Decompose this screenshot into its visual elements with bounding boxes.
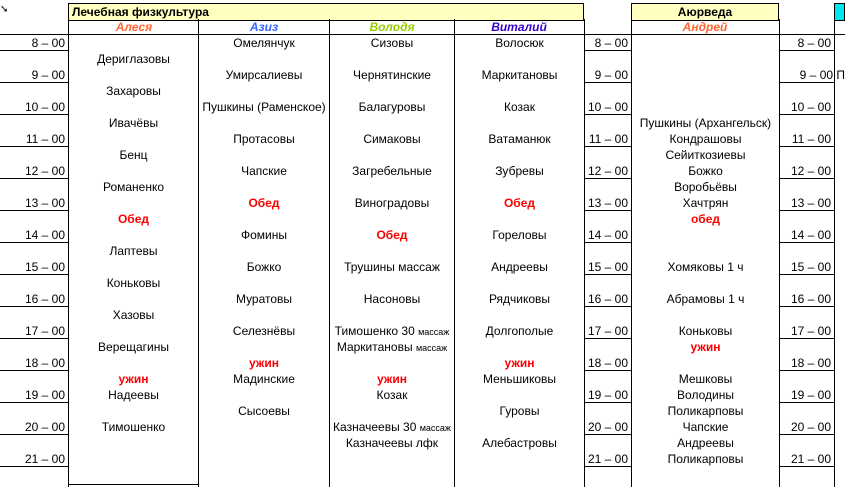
appointment-cell[interactable]: Сысоевы — [238, 404, 290, 418]
time-label: 21 – 00 — [24, 452, 65, 466]
time-label: 15 – 00 — [587, 260, 628, 274]
column-divider — [329, 19, 330, 487]
appointment-cell[interactable]: Омелянчук — [233, 36, 295, 50]
time-label: 10 – 00 — [24, 100, 65, 114]
header-cyan-cell[interactable] — [834, 3, 845, 21]
massage-note: массаж — [415, 343, 448, 353]
appointment-cell[interactable]: Андреевы — [677, 436, 734, 450]
time-label: 12 – 00 — [790, 164, 831, 178]
appointment-cell[interactable]: ужин — [504, 356, 535, 370]
appointment-cell[interactable]: Меньшиковы — [482, 372, 557, 386]
time-label: 21 – 00 — [790, 452, 831, 466]
appointment-cell[interactable]: Пушкины (Архангельск) — [639, 116, 772, 130]
time-label: 11 – 00 — [791, 132, 831, 146]
appointment-cell[interactable]: Верещагины — [98, 340, 169, 354]
appointment-cell[interactable]: Волосюк — [495, 36, 544, 50]
appointment-cell[interactable]: Надеевы — [108, 388, 159, 402]
appointment-cell[interactable]: Мешковы — [678, 372, 733, 386]
appointment-cell[interactable]: ужин — [690, 340, 721, 354]
appointment-cell[interactable]: Балагуровы — [358, 100, 426, 114]
appointment-cell[interactable] — [330, 339, 454, 355]
appointment-cell[interactable]: Обед — [117, 212, 150, 226]
appointment-cell[interactable]: Поликарповы — [667, 404, 744, 418]
appointment-cell[interactable]: Володины — [677, 388, 734, 402]
column-divider — [584, 19, 585, 487]
trainer-andrey[interactable]: Андрей — [682, 20, 728, 34]
time-label: 14 – 00 — [587, 228, 628, 242]
column-divider — [779, 19, 780, 487]
time-label: 21 – 00 — [587, 452, 628, 466]
appointment-cell[interactable]: Долгополые — [485, 324, 554, 338]
time-label: 17 – 00 — [587, 324, 628, 338]
appointment-cell[interactable]: Абрамовы 1 ч — [666, 292, 745, 306]
appointment-cell[interactable]: Сизовы — [370, 36, 414, 50]
trainer-volodya[interactable]: Володя — [369, 20, 415, 34]
time-label: 17 – 00 — [24, 324, 65, 338]
appointment-name: Тимошенко 30 — [334, 324, 419, 338]
time-label: 19 – 00 — [587, 388, 628, 402]
time-label: 8 – 00 — [594, 36, 628, 50]
appointment-cell[interactable]: Загребельные — [352, 164, 432, 178]
appointment-cell[interactable]: Козак — [376, 388, 408, 402]
appointment-cell[interactable]: Коньковы — [106, 276, 161, 290]
appointment-cell[interactable]: Поликарповы — [667, 452, 744, 466]
time-label: 15 – 00 — [790, 260, 831, 274]
time-label: 16 – 00 — [587, 292, 628, 306]
time-label: 18 – 00 — [587, 356, 628, 370]
appointment-cell[interactable]: Симаковы — [363, 132, 421, 146]
appointment-cell[interactable]: обед — [690, 212, 721, 226]
appointment-cell[interactable]: Кондрашовы — [669, 132, 742, 146]
time-label: 9 – 00 П — [799, 68, 845, 82]
time-label: 8 – 00 — [797, 36, 831, 50]
time-label: 11 – 00 — [588, 132, 628, 146]
trainer-vitaliy[interactable]: Виталий — [491, 20, 547, 34]
appointment-cell[interactable]: Трушины массаж — [344, 260, 440, 274]
time-label: 14 – 00 — [24, 228, 65, 242]
appointment-cell[interactable]: Захаровы — [106, 84, 161, 98]
appointment-cell[interactable]: Алебастровы — [482, 436, 557, 450]
time-label: 16 – 00 — [790, 292, 831, 306]
appointment-cell[interactable]: Коньковы — [678, 324, 733, 338]
appointment-cell[interactable]: Протасовы — [233, 132, 295, 146]
appointment-cell[interactable]: Чапские — [241, 164, 287, 178]
appointment-cell[interactable]: Маркитановы — [481, 68, 558, 82]
time-label: 16 – 00 — [24, 292, 65, 306]
appointment-cell[interactable]: Обед — [503, 196, 536, 210]
time-label: 18 – 00 — [24, 356, 65, 370]
appointment-cell[interactable]: Зубревы — [495, 164, 544, 178]
appointment-cell[interactable]: Хазовы — [112, 308, 155, 322]
appointment-cell[interactable]: Тимошенко — [101, 420, 166, 434]
time-label: 19 – 00 — [24, 388, 65, 402]
appointment-cell[interactable]: Казначеевы лфк — [345, 436, 439, 450]
appointment-cell[interactable]: Умирсалиевы — [225, 68, 303, 82]
time-label: 17 – 00 — [790, 324, 831, 338]
trainer-aziz[interactable]: Азиз — [249, 20, 279, 34]
appointment-cell[interactable]: Ватаманюк — [488, 132, 551, 146]
time-label: 14 – 00 — [790, 228, 831, 242]
appointment-cell[interactable]: Ивачёвы — [108, 116, 159, 130]
appointment-cell[interactable]: Обед — [376, 228, 408, 242]
appointment-cell[interactable]: Насоновы — [363, 292, 421, 306]
appointment-cell[interactable]: Чапские — [682, 420, 729, 434]
appointment-cell[interactable]: ужин — [377, 372, 407, 386]
appointment-cell[interactable]: Хачтрян — [682, 196, 729, 210]
appointment-cell[interactable]: Бенц — [119, 148, 148, 162]
time-label: 13 – 00 — [24, 196, 65, 210]
time-label: 9 – 00 — [31, 68, 65, 82]
massage-note: массаж — [419, 423, 451, 433]
appointment-cell[interactable]: Обед — [248, 196, 280, 210]
appointment-cell[interactable]: Гореловы — [492, 228, 547, 242]
appointment-cell[interactable]: Селезнёвы — [232, 324, 296, 338]
time-label: 12 – 00 — [24, 164, 65, 178]
time-label: 9 – 00 — [594, 68, 628, 82]
massage-note: массаж — [418, 327, 450, 337]
header-lfk[interactable]: Лечебная физкультура — [68, 3, 584, 21]
appointment-name: Казначеевы 30 — [333, 420, 420, 434]
appointment-cell[interactable]: Гуровы — [499, 404, 540, 418]
appointment-cell[interactable]: Рядчиковы — [488, 292, 551, 306]
appointment-cell[interactable]: Виноградовы — [354, 196, 430, 210]
appointment-cell[interactable]: Андреевы — [491, 260, 548, 274]
appointment-cell[interactable]: Чернятинские — [353, 68, 431, 82]
time-label: 10 – 00 — [790, 100, 831, 114]
appointment-cell[interactable]: Божко — [246, 260, 282, 274]
time-label: 12 – 00 — [587, 164, 628, 178]
appointment-name: Маркитановы — [336, 340, 416, 354]
appointment-cell[interactable] — [330, 419, 454, 435]
appointment-cell[interactable]: ужин — [118, 372, 149, 386]
time-label: 13 – 00 — [587, 196, 628, 210]
trainer-alesya[interactable]: Алеся — [115, 20, 153, 34]
corner-marker-icon: ➘ — [0, 4, 9, 15]
appointment-cell[interactable] — [330, 323, 454, 339]
appointment-cell[interactable]: Воробьёвы — [674, 180, 737, 194]
appointment-cell[interactable]: Лаптевы — [109, 244, 158, 258]
appointment-cell[interactable]: Пушкины (Раменское) — [202, 100, 326, 114]
time-label: 20 – 00 — [587, 420, 628, 434]
time-label: 19 – 00 — [790, 388, 831, 402]
appointment-cell[interactable]: Хомяковы 1 ч — [667, 260, 744, 274]
table-bottom — [68, 484, 198, 485]
time-label: 11 – 00 — [25, 132, 65, 146]
appointment-cell[interactable]: Романенко — [102, 180, 165, 194]
appointment-cell[interactable]: Божко — [688, 164, 723, 178]
time-label: 8 – 00 — [31, 36, 65, 50]
time-label: 13 – 00 — [790, 196, 831, 210]
appointment-cell[interactable]: Мадинские — [233, 372, 295, 386]
time-label: 10 – 00 — [587, 100, 628, 114]
column-divider — [834, 19, 835, 487]
appointment-cell[interactable]: Козак — [504, 100, 535, 114]
time-label: 18 – 00 — [790, 356, 831, 370]
time-label: 15 – 00 — [24, 260, 65, 274]
header-ayurveda[interactable]: Аюрведа — [631, 3, 779, 21]
appointment-cell[interactable]: Фомины — [240, 228, 287, 242]
appointment-cell[interactable]: Муратовы — [235, 292, 293, 306]
time-label: 20 – 00 — [24, 420, 65, 434]
appointment-cell[interactable]: ужин — [249, 356, 279, 370]
appointment-cell[interactable]: Дериглазовы — [97, 52, 170, 66]
appointment-cell[interactable]: Сейиткозиевы — [665, 148, 746, 162]
time-label: 20 – 00 — [790, 420, 831, 434]
